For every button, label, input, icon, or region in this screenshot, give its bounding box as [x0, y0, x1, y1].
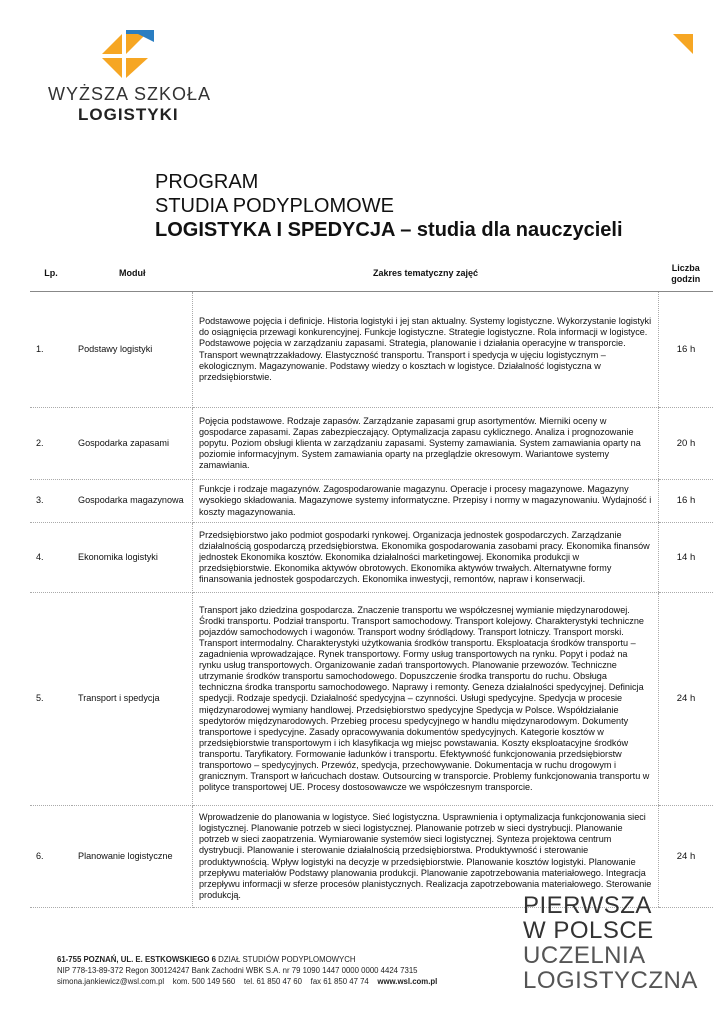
- row-modul: Gospodarka magazynowa: [72, 480, 193, 523]
- footer-line2: NIP 778-13-89-372 Regon 300124247 Bank Zachodni WBK S.A. nr 79 1090 1447 0000 0000 4424 7315: [57, 966, 418, 975]
- logo-text-line2: LOGISTYKI: [78, 105, 179, 124]
- row-godzin: 24 h: [659, 806, 714, 908]
- row-zakres: Pojęcia podstawowe. Rodzaje zapasów. Zarządzanie zapasami grup asortymentów. Mierniki oceny w gospodarce zapasami. Zapas zabezpieczający. Optymalizacja zapasu cyklicznego. Analiza i prognozowanie popytu. Poziom obsługi klienta w zarządzaniu zapasami. Systemy zamawiania. System zamawiania oparty na poziomie informacyjnym. System zamawiania oparty na przeglądzie okresowym. Wariantowe systemy zamawiania.: [193, 408, 659, 480]
- slogan-line4: LOGISTYCZNA: [523, 967, 698, 994]
- row-zakres: Podstawowe pojęcia i definicje. Historia logistyki i jej stan aktualny. Systemy logistyczne. Wykorzystanie logistyki do osiągnięcia przewagi konkurencyjnej. Funkcje logistyczne. Strategie logistyczne. Rola informacji w logistyce. Podstawowe pojęcia w zarządzaniu zapasami. Strategia, planowanie i działania operacyjne w transporcie. Transport wewnątrzzakładowy. Elastyczność transportu. Transport i spedycja w ujęciu logistycznym – ekologicznym. Magazynowanie. Podstawy wiedzy o kosztach w logistyce. Działalność logistyczna w przedsiębiorstwie.: [193, 292, 659, 408]
- row-modul: Podstawy logistyki: [72, 292, 193, 408]
- slogan: [523, 893, 698, 993]
- row-godzin: 24 h: [659, 593, 714, 806]
- logo-text-line1: WYŻSZA SZKOŁA: [48, 84, 212, 104]
- row-zakres: Transport jako dziedzina gospodarcza. Znaczenie transportu we współczesnej wymianie międzynarodowej. Środki transportu. Podział transportu. Transport samochodowy. Transport kolejowy. Charakterystyki techniczne pojazdów samochodowych i wagonów. Transport wodny śródlądowy. Transport lotniczy. Transport morski. Transport intermodalny. Charakterystyki użytkowania środków transportu. Eksploatacja środków transportu – zagadnienia wprowadzające. Rynek transportowy. Formy usług transportowych na rynku. Popyt i podaż na rynku usług transportowych. Organizowanie zadań transportowych. Planowanie przewozów. Techniczne utrzymanie środków transportu samochodowego. Dopuszczenie środka transportu do ruchu. Obsługa techniczna środka transportu samochodowego. Naprawy i remonty. Geneza działalności spedycyjnej. Definicja spedycji. Rodzaje spedycji. Działalność spedycyjna – czynności. Usługi spedycyjne. Spedycja w procesie międzynarodowej wymiany handlowej. Przedsiębiorstwo spedycyjne Spedycja w Polsce. Współdziałanie spedytorów międzynarodowych. Przebieg procesu spedycyjnego w handlu międzynarodowym. Dokumenty transportowe i spedycyjne. Zasady opracowywania dokumentów spedycyjnych. Kategorie kosztów w przedsiębiorstwie transportowym i ich klasyfikacja wg miejsc powstawania. Koszty eksploatacyjne środków transportu. Taryfikatory. Formowanie ładunków i transportu. Efektywność funkcjonowania przedsiębiorstw transportowo – spedycyjnych. Przewóz, spedycja, przechowywanie. Dokumentacja w ruchu drogowym i granicznym. Transport w łańcuchach dostaw. Outsourcing w transporcie. Problemy funkcjonowania transportu w polityce transportowej UE. Procesy dostosowawcze we współczesnym transporcie.: [193, 593, 659, 806]
- table-row: [30, 480, 713, 523]
- footer-website-link[interactable]: www.wsl.com.pl: [377, 977, 438, 986]
- row-modul: Gospodarka zapasami: [72, 408, 193, 480]
- program-table: [30, 257, 713, 908]
- footer-line1: [57, 954, 437, 965]
- row-godzin: 14 h: [659, 523, 714, 593]
- row-godzin: 16 h: [659, 480, 714, 523]
- row-lp: 2.: [30, 408, 72, 480]
- row-godzin: 16 h: [659, 292, 714, 408]
- row-zakres: Przedsiębiorstwo jako podmiot gospodarki rynkowej. Organizacja jednostek gospodarczych. Zarządzanie działalnością gospodarczą przedsiębiorstwa. Ekonomika gospodarowania zasobami pracy. Ekonomika finansów jednostek Ekonomika kosztów. Ekonomika działalności marketingowej. Ekonomika produkcji w przedsiębiorstwie. Ekonomika aktywów obrotowych. Ekonomika aktywów trwałych. Alternatywne formy finansowania jednostek gospodarczych. Ekonomika inwestycji, remontów, napraw i konserwacji.: [193, 523, 659, 593]
- row-lp: 1.: [30, 292, 72, 408]
- row-lp: 3.: [30, 480, 72, 523]
- corner-triangle-icon: [673, 34, 693, 54]
- row-lp: 5.: [30, 593, 72, 806]
- school-logo: [48, 30, 212, 125]
- row-modul: Planowanie logistyczne: [72, 806, 193, 908]
- row-lp: 4.: [30, 523, 72, 593]
- footer-address: [57, 954, 437, 987]
- row-zakres: Funkcje i rodzaje magazynów. Zagospodarowanie magazynu. Operacje i procesy magazynowe. Magazyny wysokiego składowania. Magazynowe systemy informatyczne. Przepisy i normy w magazynowaniu. Wydajność i koszty magazynowania.: [193, 480, 659, 523]
- table-header-row: [30, 257, 713, 292]
- row-modul: Ekonomika logistyki: [72, 523, 193, 593]
- header-modul: Moduł: [72, 257, 193, 292]
- logo-mark-icon: [100, 30, 154, 78]
- slogan-line2: W POLSCE: [523, 917, 654, 944]
- table-row: [30, 292, 713, 408]
- title-line2: STUDIA PODYPLOMOWE: [155, 195, 394, 217]
- title-line1: PROGRAM: [155, 171, 259, 193]
- table-row: [30, 408, 713, 480]
- footer-line3: [57, 976, 437, 987]
- row-lp: 6.: [30, 806, 72, 908]
- footer-address-bold: 61-755 POZNAŃ, UL. E. ESTKOWSKIEGO 6: [57, 955, 217, 964]
- footer-contacts: simona.jankiewicz@wsl.com.pl kom. 500 149 560 tel. 61 850 47 60 fax 61 850 47 74: [57, 977, 378, 986]
- slogan-line3: UCZELNIA: [523, 942, 646, 969]
- header-godzin: Liczba godzin: [659, 257, 714, 292]
- row-godzin: 20 h: [659, 408, 714, 480]
- header-lp: Lp.: [30, 257, 72, 292]
- page-title: [155, 170, 623, 242]
- row-zakres: Wprowadzenie do planowania w logistyce. Sieć logistyczna. Usprawnienia i optymalizacja funkcjonowania sieci logistycznej. Planowanie potrzeb w sieci logistycznej. Planowanie potrzeb w sieci dystrybucji. Planowanie potrzeb w sieci zaopatrzenia. Wymiarowanie systemów sieci logistycznej. Synteza projektowa centrum dystrybucji. Planowanie i sterowanie działalnością przedsiębiorstwa. Produktywność i sterowanie produktywnością. Wpływ logistyki na decyzje w przedsiębiorstwie. Planowanie kosztów logistyki. Planowanie przepływu materiałów Podstawy planowania produkcji. Planowanie zapotrzebowania materiałowego. Integracja przepływu informacji w sferze procesów planistycznych. Realizacja zapotrzebowania materiałowego. Sterowanie produkcją.: [193, 806, 659, 908]
- title-line3: LOGISTYKA I SPEDYCJA – studia dla nauczycieli: [155, 219, 623, 241]
- slogan-line1: PIERWSZA: [523, 892, 652, 919]
- footer-department: DZIAŁ STUDIÓW PODYPLOMOWYCH: [216, 955, 356, 964]
- table-row: [30, 523, 713, 593]
- table-row: [30, 593, 713, 806]
- row-modul: Transport i spedycja: [72, 593, 193, 806]
- header-zakres: Zakres tematyczny zajęć: [193, 257, 659, 292]
